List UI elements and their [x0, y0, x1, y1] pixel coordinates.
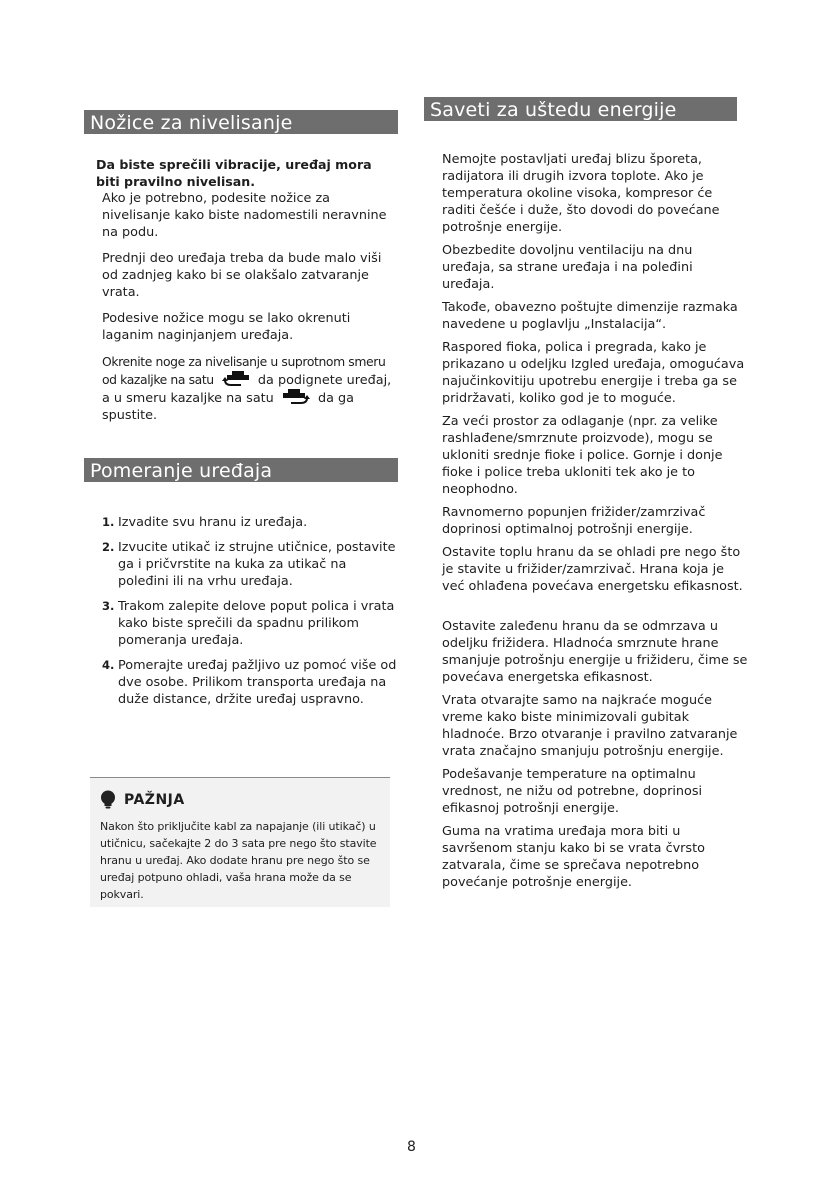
energy-tip-10: Podešavanje temperature na optimalnu vrednost, ne nižu od potrebne, doprinosi efikasnoj potrošnji energije.: [442, 767, 703, 816]
list-item: [102, 657, 398, 708]
energy-tip-6: Ravnomerno popunjen frižider/zamrzivač doprinosi optimalnoj potrošnji energije.: [442, 505, 706, 537]
leveling-section-title: Nožice za nivelisanje: [84, 110, 398, 134]
leveling-paragraph-4: [102, 353, 398, 424]
leveling-lead: Da biste sprečili vibracije, uređaj mora biti pravilno nivelisan.: [96, 157, 372, 189]
caution-box: [90, 777, 390, 907]
energy-tip-9: Vrata otvarajte samo na najkraće moguće vreme kako biste minimizovali gubitak hladnoće. Brzo otvaranje i pravilno zatvaranje vrata značajno smanjuju potrošnju energije.: [442, 693, 738, 759]
energy-section-title: Saveti za uštedu energije: [424, 97, 737, 121]
step-number: 4.: [102, 658, 115, 672]
caution-header: [100, 790, 384, 810]
energy-tip-1: Nemojte postavljati uređaj blizu šporeta, radijatora ili drugih izvora toplote. Ako je temperatura okoline visoka, kompresor će raditi češće i duže, što dovodi do povećane potrošnje energije.: [442, 152, 720, 235]
lightbulb-icon: [100, 790, 116, 810]
leveling-p4-part-c: da ga spustite.: [102, 391, 354, 423]
step-number: 2.: [102, 540, 115, 554]
page-number: 8: [407, 1139, 416, 1155]
leveling-p4-part-b: da podignete uređaj, a u smeru kazaljke na satu: [102, 373, 392, 406]
left-column: [84, 110, 398, 716]
energy-tip-7: Ostavite toplu hranu da se ohladi pre nego što je stavite u frižider/zamrzivač. Hrana koja je već ohlađena povećava energetsku efikasnost.: [442, 545, 743, 594]
moving-steps-list: [102, 514, 398, 708]
list-item: [102, 539, 398, 590]
leveling-paragraph-1: Ako je potrebno, podesite nožice za nivelisanje kako biste nadomestili neravnine na podu.: [102, 191, 387, 240]
energy-tip-11: Guma na vratima uređaja mora biti u savršenom stanju kako bi se vrata čvrsto zatvarala, čime se sprečava nepotrebno povećanje potrošnje energije.: [442, 824, 705, 890]
right-column: [424, 97, 748, 891]
energy-tip-3: Takođe, obavezno poštujte dimenzije razmaka navedene u poglavlju „Instalacija“.: [442, 300, 738, 332]
energy-tip-2: Obezbedite dovoljnu ventilaciju na dnu uređaja, sa strane uređaja i na poleđini uređaja.: [442, 243, 693, 292]
step-text: Pomerajte uređaj pažljivo uz pomoć više od dve osobe. Prilikom transporta uređaja na duže distance, držite uređaj uspravno.: [118, 658, 397, 707]
step-text: Izvadite svu hranu iz uređaja.: [118, 515, 308, 530]
step-text: Trakom zalepite delove poput polica i vrata kako biste sprečili da spadnu prilikom pomeranja uređaja.: [118, 599, 395, 648]
leveling-paragraph-2: Prednji deo uređaja treba da bude malo viši od zadnjeg kako bi se olakšalo zatvaranje vrata.: [102, 251, 382, 300]
step-text: Izvucite utikač iz strujne utičnice, postavite ga i pričvrstite na kuka za utikač na poleđini ili na vrhu uređaja.: [118, 540, 396, 589]
list-item: [102, 598, 398, 649]
caution-title: PAŽNJA: [124, 792, 185, 808]
leveling-p4-part-a: Okrenite noge za nivelisanje u suprotnom smeru od kazaljke na satu: [102, 354, 386, 387]
moving-section-title: Pomeranje uređaja: [84, 458, 398, 482]
clockwise-rotation-icon: [281, 389, 311, 405]
energy-tip-5: Za veći prostor za odlaganje (npr. za velike rashlađene/smrznute proizvode), mogu se ukloniti srednje fioke i police. Gornje i donje fioke i police treba ukloniti tek ako je to neophodno.: [442, 414, 723, 497]
step-number: 3.: [102, 599, 115, 613]
step-number: 1.: [102, 515, 115, 529]
counterclockwise-rotation-icon: [221, 371, 251, 387]
caution-text: Nakon što priključite kabl za napajanje (ili utikač) u utičnicu, sačekajte 2 do 3 sata pre nego što stavite hranu u uređaj. Ako dodate hranu pre nego što se uređaj potpuno ohladi, vaša hrana može da se pokvari.: [100, 820, 377, 901]
energy-tip-4: Raspored fioka, polica i pregrada, kako je prikazano u odeljku Izgled uređaja, omogućava najučinkovitiju upotrebu energije i treba ga se pridržavati, koliko god je to moguće.: [442, 340, 745, 406]
leveling-paragraph-3: Podesive nožice mogu se lako okrenuti laganim naginjanjem uređaja.: [102, 311, 351, 343]
energy-tip-8: Ostavite zaleđenu hranu da se odmrzava u odeljku frižidera. Hladnoća smrznute hrane smanjuje potrošnju energije u frižideru, čime se povećava energetska efikasnost.: [442, 619, 748, 685]
list-item: [102, 514, 398, 531]
